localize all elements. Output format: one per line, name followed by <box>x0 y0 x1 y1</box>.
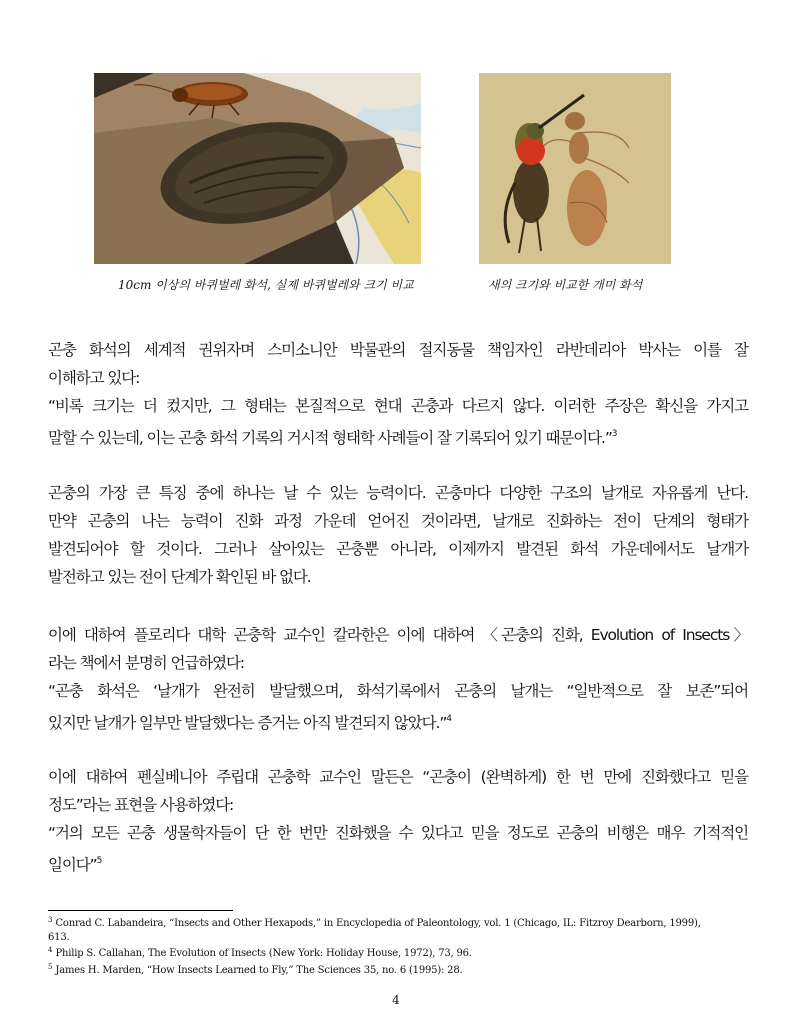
text-line: 발전하고 있는 전이 단계가 확인된 바 없다. <box>48 568 311 586</box>
ant-fossil-photo <box>479 73 671 264</box>
footnote-text-cont: 613. <box>48 931 70 943</box>
footnote-number: 5 <box>48 962 53 971</box>
footnote-number: 3 <box>48 916 53 924</box>
text-line: 이에 대하여 플로리다 대학 곤충학 교수인 칼라한은 이에 대하여 〈곤충의 진화, Evolution of Insects〉 <box>48 626 748 644</box>
paragraph-flight-ability <box>48 479 748 591</box>
footnote-4 <box>48 944 748 961</box>
quote-text: 말할 수 있는데, 이는 곤충 화석 기록의 거시적 형태학 사례들이 잘 기록되어 있기 때문이다.” <box>48 429 612 447</box>
footnote-5 <box>48 961 748 978</box>
footnote-text: Philip S. Callahan, The Evolution of Insects (New York: Holiday House, 1972), 73, 96. <box>55 948 472 959</box>
text-line <box>48 420 748 448</box>
text-line: 이해하고 있다: <box>48 369 140 387</box>
text-line: 만약 곤충의 나는 능력이 진화 과정 가운데 얻어진 것이라면, 날개로 진화하는 전이 단계의 형태가 <box>48 512 748 530</box>
page-number: 4 <box>392 993 400 1007</box>
footnote-text: Conrad C. Labandeira, “Insects and Other Hexapods,” in Encyclopedia of Paleontology, vol. 1 (Chicago, IL: Fitzroy Dearborn, 1999), <box>55 918 701 929</box>
cockroach-fossil-photo <box>94 73 421 264</box>
text-line: 이에 대하여 펜실베니아 주립대 곤충학 교수인 말든은 “곤충이 (완벽하게) 한 번 만에 진화했다고 믿을 <box>48 768 748 786</box>
left-photo-caption: 10cm 이상의 바퀴벌레 화석, 실제 바퀴벌레와 크기 비교 <box>118 278 414 292</box>
paragraph-callahan <box>48 621 748 733</box>
footnote-number: 4 <box>48 946 53 954</box>
text-line: 발견되어야 할 것이다. 그러나 살아있는 곤충뿐 아니라, 이제까지 발견된 화석 가운데에서도 날개가 <box>48 540 748 558</box>
text-line: 곤충의 가장 큰 특징 중에 하나는 날 수 있는 능력이다. 곤충마다 다양한 구조의 날개로 자유롭게 난다. <box>48 484 748 502</box>
right-photo-caption: 새의 크기와 비교한 개미 화석 <box>488 278 643 292</box>
text-line: “비록 크기는 더 컸지만, 그 형태는 본질적으로 현대 곤충과 다르지 않다. 이러한 주장은 확신을 가지고 <box>48 397 748 415</box>
footnote-ref[interactable]: 3 <box>611 429 618 439</box>
footnote-ref[interactable]: 5 <box>96 856 103 866</box>
text-line: 라는 책에서 분명히 언급하였다: <box>48 654 244 672</box>
paragraph-labandeira <box>48 336 748 448</box>
footnote-text: James H. Marden, “How Insects Learned to Fly,” The Sciences 35, no. 6 (1995): 28. <box>55 964 463 976</box>
quote-text: 있지만 날개가 일부만 발달했다는 증거는 아직 발견되지 않았다.” <box>48 714 447 732</box>
text-line <box>48 705 748 733</box>
footnote-divider <box>48 910 233 911</box>
paragraph-marden <box>48 763 748 875</box>
text-line: 곤충 화석의 세계적 권위자며 스미소니안 박물관의 절지동물 책임자인 라반데리아 박사는 이를 잘 <box>48 341 748 359</box>
text-line: 정도”라는 표현을 사용하였다: <box>48 796 234 814</box>
footnotes <box>48 914 748 977</box>
quote-text: 일이다” <box>48 856 97 874</box>
footnote-3 <box>48 914 748 944</box>
text-line: “거의 모든 곤충 생물학자들이 단 한 번만 진화했을 수 있다고 믿을 정도로 곤충의 비행은 매우 기적적인 <box>48 824 748 842</box>
text-line: “곤충 화석은 ‘날개가 완전히 발달했으며, 화석기록에서 곤충의 날개는 “일반적으로 잘 보존”되어 <box>48 682 748 700</box>
footnote-ref[interactable]: 4 <box>446 714 452 724</box>
text-line <box>48 847 748 875</box>
